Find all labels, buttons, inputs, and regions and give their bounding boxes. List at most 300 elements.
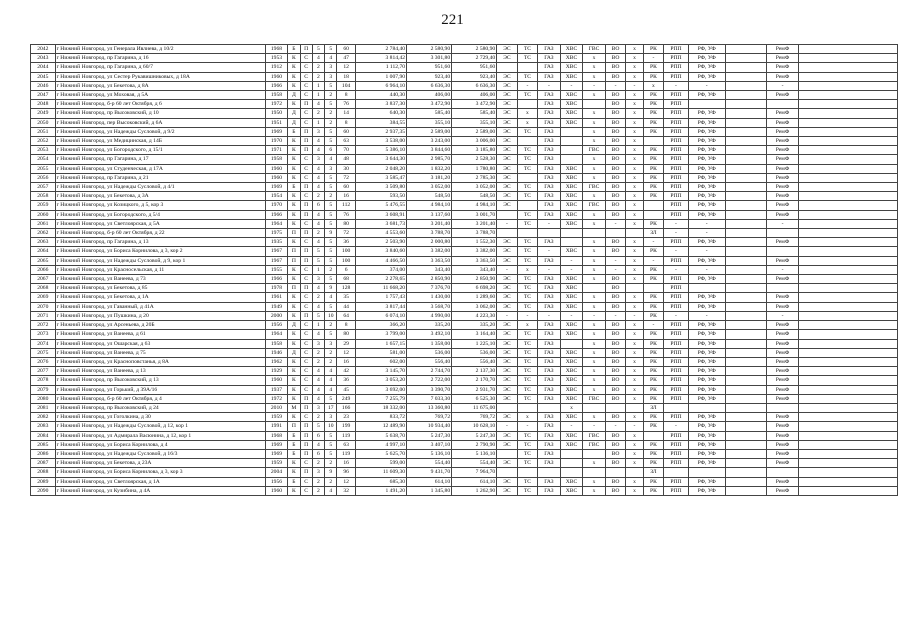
table-cell: х (626, 367, 643, 376)
table-cell: ХВС (560, 109, 583, 118)
table-cell: К (288, 155, 300, 164)
table-cell: г Нижний Новгород, пр Гагарина, д 60/7 (55, 63, 265, 72)
table-cell (725, 486, 766, 495)
table-cell: 3 788,70 (407, 229, 452, 238)
table-cell: г Нижний Новгород, ул Моховая, д 5А (55, 91, 265, 100)
table-cell: 3 492,10 (407, 330, 452, 339)
table-cell: 1950 (265, 109, 288, 118)
table-cell: х (517, 109, 537, 118)
table-cell: 1949 (265, 302, 288, 311)
table-cell: 2066 (31, 265, 56, 274)
table-cell: г Нижний Новгород, ул Бориса Корнилова, д 3, кор 3 (55, 468, 265, 477)
table-cell (688, 100, 725, 109)
table-cell: - (605, 422, 625, 431)
table-cell: 1969 (265, 127, 288, 136)
table-cell: - (517, 81, 537, 90)
table-cell: 3 407,10 (407, 440, 452, 449)
table-cell: С (300, 164, 312, 173)
table-cell: 4 984,10 (452, 201, 497, 210)
table-cell: - (766, 265, 799, 274)
table-cell (497, 63, 517, 72)
table-cell: ХВС (560, 413, 583, 422)
table-cell: ВО (605, 127, 625, 136)
table-cell: РемФ (766, 210, 799, 219)
table-cell: г Нижний Новгород, пр Гагарина, д 17 (55, 155, 265, 164)
table-cell: К (288, 311, 300, 320)
table-cell: РемФ (766, 459, 799, 468)
table-cell: РПП (664, 192, 689, 201)
table-cell: 4 (325, 486, 337, 495)
table-cell (626, 284, 643, 293)
table-cell: 2 (325, 192, 337, 201)
table-cell: 2 (312, 413, 324, 422)
table-row (31, 330, 898, 339)
table-cell (799, 459, 898, 468)
table-cell: 536,00 (407, 348, 452, 357)
table-cell: П (300, 100, 312, 109)
table-cell: 440,30 (355, 91, 406, 100)
table-cell (799, 164, 898, 173)
table-cell: 6 636,30 (407, 81, 452, 90)
table-cell: 2 503,90 (355, 238, 406, 247)
table-cell: ГАЗ (538, 413, 561, 422)
table-cell: ТС (517, 256, 537, 265)
table-cell: 1966 (265, 210, 288, 219)
table-cell: ВО (605, 164, 625, 173)
table-cell (560, 137, 583, 146)
table-cell: - (766, 311, 799, 320)
table-cell: РПП (664, 302, 689, 311)
table-cell: х (626, 238, 643, 247)
table-cell: 2070 (31, 302, 56, 311)
table-cell: 1978 (265, 284, 288, 293)
table-cell: - (497, 311, 517, 320)
table-cell: х (626, 477, 643, 486)
table-cell: 3 817,44 (355, 302, 406, 311)
table-cell (725, 321, 766, 330)
table-cell: 3 837,30 (355, 100, 406, 109)
table-cell: х (583, 459, 606, 468)
table-cell: 1970 (265, 137, 288, 146)
table-cell (725, 440, 766, 449)
table-cell: С (300, 54, 312, 63)
table-cell: 3 814,42 (355, 54, 406, 63)
table-cell: К (288, 210, 300, 219)
table-cell (517, 100, 537, 109)
table-cell: 112 (337, 201, 355, 210)
table-cell: х (626, 146, 643, 155)
table-cell: РФ, УФ (688, 394, 725, 403)
table-cell: К (288, 339, 300, 348)
table-cell: РФ, УФ (688, 238, 725, 247)
table-cell: 5 (325, 100, 337, 109)
table-cell: ЭС (497, 192, 517, 201)
table-cell: РПП (664, 91, 689, 100)
table-cell (799, 431, 898, 440)
table-cell: ХВС (560, 100, 583, 109)
table-cell: х (626, 109, 643, 118)
table-cell (799, 403, 898, 412)
table-cell: ВО (605, 137, 625, 146)
table-cell: г Нижний Новгород, ул Богородского, д 5/4 (55, 210, 265, 219)
table-cell: ГАЗ (538, 155, 561, 164)
table-cell: ГВС (583, 183, 606, 192)
table-cell: РемФ (766, 91, 799, 100)
table-cell: х (626, 63, 643, 72)
table-cell: РФ, УФ (688, 449, 725, 458)
table-cell: 6 (337, 265, 355, 274)
table-cell: х (583, 173, 606, 182)
table-cell: х (583, 72, 606, 81)
table-cell: - (560, 265, 583, 274)
table-cell (799, 63, 898, 72)
table-cell: ГВС (583, 394, 606, 403)
table-cell: 4 (312, 164, 324, 173)
table-cell: ВО (605, 146, 625, 155)
table-cell (560, 229, 583, 238)
table-cell: 3 472,90 (452, 100, 497, 109)
table-cell: 2 785,30 (452, 173, 497, 182)
table-cell (583, 449, 606, 458)
table-cell: ХВС (560, 219, 583, 228)
table-cell (688, 403, 725, 412)
table-cell: 4 (312, 146, 324, 155)
table-cell: ТС (517, 247, 537, 256)
table-cell: РемФ (766, 173, 799, 182)
table-cell: 3 382,00 (452, 247, 497, 256)
table-cell: 3 799,00 (355, 330, 406, 339)
table-cell: х (583, 91, 606, 100)
table-cell: ТС (517, 440, 537, 449)
table-cell: ВО (605, 109, 625, 118)
table-cell: П (288, 229, 300, 238)
table-cell: РК (643, 302, 663, 311)
table-cell: 5 386,10 (355, 146, 406, 155)
table-cell: ТС (517, 54, 537, 63)
table-cell: г Нижний Новгород, ул Студенческая, д 17А (55, 164, 265, 173)
table-cell: Б (288, 183, 300, 192)
table-cell: 5 476,55 (355, 201, 406, 210)
table-cell: 3 644,30 (355, 155, 406, 164)
table-cell: х (626, 219, 643, 228)
table-cell: 8 (337, 118, 355, 127)
table-cell: 3 001,70 (452, 210, 497, 219)
table-cell: 2052 (31, 137, 56, 146)
table-cell: г Нижний Новгород, ул Бекетова, д 1А (55, 293, 265, 302)
table-cell: 548,50 (407, 192, 452, 201)
table-cell: 2 580,90 (407, 45, 452, 54)
table-cell (766, 468, 799, 477)
table-cell: 2072 (31, 321, 56, 330)
table-cell: РПП (664, 201, 689, 210)
table-cell: 47 (337, 54, 355, 63)
table-cell: РПП (664, 293, 689, 302)
table-cell: К (288, 54, 300, 63)
table-cell: ГВС (583, 431, 606, 440)
table-cell: х (626, 293, 643, 302)
table-cell: г Нижний Новгород, ул Надежды Сусловой, д 9/2 (55, 127, 265, 136)
table-cell: ЭС (497, 376, 517, 385)
table-cell: х (583, 127, 606, 136)
table-row (31, 367, 898, 376)
table-cell: РК (643, 357, 663, 366)
table-cell: ЭС (497, 137, 517, 146)
table-cell: РПП (664, 256, 689, 265)
table-cell: 2 937,35 (355, 127, 406, 136)
table-cell: 4 984,10 (407, 201, 452, 210)
table-cell: РК (643, 192, 663, 201)
table-row (31, 403, 898, 412)
table-cell (725, 348, 766, 357)
table-cell: РК (643, 91, 663, 100)
table-cell: ГАЗ (538, 100, 561, 109)
table-cell: РФ, УФ (688, 63, 725, 72)
table-cell: РК (643, 45, 663, 54)
table-cell: ГАЗ (538, 109, 561, 118)
table-cell: 5 (325, 173, 337, 182)
table-cell: ЭС (497, 118, 517, 127)
table-cell: 5 (325, 449, 337, 458)
table-cell: г Нижний Новгород, ул Красносельская, д 11 (55, 265, 265, 274)
table-cell: 2068 (31, 284, 56, 293)
table-row (31, 357, 898, 366)
table-cell: ЭС (497, 367, 517, 376)
table-cell: 3 (312, 339, 324, 348)
table-cell: ВО (605, 449, 625, 458)
table-cell: ГАЗ (538, 321, 561, 330)
table-cell: 4 (325, 385, 337, 394)
table-cell: г Нижний Новгород, ул Бориса Корнилова, д 4 (55, 440, 265, 449)
table-cell: РК (643, 164, 663, 173)
table-cell: К (288, 302, 300, 311)
table-cell (725, 459, 766, 468)
table-cell: х (517, 321, 537, 330)
table-cell: ХВС (560, 477, 583, 486)
table-cell: РПП (664, 385, 689, 394)
table-cell (725, 183, 766, 192)
table-cell: РФ, УФ (688, 321, 725, 330)
table-cell: г Нижний Новгород, ул Ошарская, д 63 (55, 339, 265, 348)
table-cell: П (300, 394, 312, 403)
table-cell: 335,20 (407, 321, 452, 330)
table-cell: г Нижний Новгород, ул Надежды Сусловой, д 9, кор 1 (55, 256, 265, 265)
table-cell: ЭС (497, 54, 517, 63)
table-cell: С (300, 275, 312, 284)
table-cell: 12 (337, 63, 355, 72)
table-cell: 3 (325, 164, 337, 173)
table-cell: 2 (312, 293, 324, 302)
table-cell: 100 (337, 247, 355, 256)
table-cell: РемФ (766, 357, 799, 366)
table-cell: РК (643, 155, 663, 164)
table-cell: С (300, 302, 312, 311)
table-cell: С (300, 367, 312, 376)
table-cell (725, 164, 766, 173)
table-cell: К (288, 164, 300, 173)
table-cell: 17 (325, 403, 337, 412)
table-cell: РемФ (766, 72, 799, 81)
table-cell: РФ, УФ (688, 486, 725, 495)
table-row (31, 100, 898, 109)
table-cell: 1 (312, 81, 324, 90)
table-cell: С (300, 109, 312, 118)
table-cell: 2 528,30 (452, 155, 497, 164)
table-cell: РемФ (766, 449, 799, 458)
table-cell: К (288, 275, 300, 284)
table-cell: РФ, УФ (688, 183, 725, 192)
table-cell: ГАЗ (538, 137, 561, 146)
table-cell: ХВС (560, 63, 583, 72)
table-cell: РК (643, 486, 663, 495)
table-cell (799, 385, 898, 394)
table-cell: П (300, 311, 312, 320)
table-cell (799, 238, 898, 247)
table-cell: РК (643, 422, 663, 431)
table-cell: 1954 (265, 192, 288, 201)
table-cell: х (626, 127, 643, 136)
table-cell: 2 (325, 348, 337, 357)
table-cell (799, 146, 898, 155)
table-cell (560, 449, 583, 458)
table-cell (799, 45, 898, 54)
table-cell: РК (643, 413, 663, 422)
table-cell: М (288, 403, 300, 412)
table-cell: 10 934,40 (407, 422, 452, 431)
table-cell (725, 422, 766, 431)
table-cell: 2 170,70 (452, 376, 497, 385)
table-cell (497, 468, 517, 477)
table-cell: РПП (664, 413, 689, 422)
table-cell: х (583, 109, 606, 118)
table-cell (799, 330, 898, 339)
table-cell: 3 608,91 (355, 210, 406, 219)
table-cell: РемФ (766, 348, 799, 357)
table-cell: 2 985,70 (407, 155, 452, 164)
table-cell: ГАЗ (538, 293, 561, 302)
table-cell: х (583, 247, 606, 256)
table-cell: П (300, 256, 312, 265)
table-cell: 1970 (265, 201, 288, 210)
table-cell: РФ, УФ (688, 422, 725, 431)
table-cell: х (583, 219, 606, 228)
table-cell: 1 289,60 (452, 293, 497, 302)
table-cell: ЭС (497, 385, 517, 394)
table-cell: К (288, 219, 300, 228)
table-cell: 42 (337, 367, 355, 376)
table-cell: ВО (605, 385, 625, 394)
table-cell: РФ, УФ (688, 339, 725, 348)
table-cell: 1951 (265, 118, 288, 127)
table-cell: 2062 (31, 229, 56, 238)
table-cell (799, 72, 898, 81)
table-cell: ГАЗ (538, 486, 561, 495)
table-cell: РемФ (766, 486, 799, 495)
table-cell: ГАЗ (538, 238, 561, 247)
table-cell: 3 201,40 (452, 219, 497, 228)
table-cell: ВО (605, 357, 625, 366)
table-cell: П (300, 431, 312, 440)
table-cell (799, 247, 898, 256)
table-row (31, 459, 898, 468)
table-cell: ХВС (560, 247, 583, 256)
table-cell: - (643, 54, 663, 63)
table-cell (799, 376, 898, 385)
table-cell: 7 964,70 (452, 468, 497, 477)
table-cell: Д (288, 118, 300, 127)
table-cell: РФ, УФ (688, 127, 725, 136)
table-cell: 2086 (31, 449, 56, 458)
table-cell (725, 247, 766, 256)
table-cell: - (583, 311, 606, 320)
table-cell: ВО (605, 63, 625, 72)
table-cell: 2 580,90 (452, 45, 497, 54)
table-cell: 4 (325, 376, 337, 385)
table-cell (725, 109, 766, 118)
table-row (31, 155, 898, 164)
table-cell: ТС (517, 394, 537, 403)
table-cell: 1969 (265, 440, 288, 449)
table-cell (799, 367, 898, 376)
table-cell: - (497, 265, 517, 274)
table-row (31, 91, 898, 100)
table-cell: 32 (337, 486, 355, 495)
table-cell: 3 (325, 339, 337, 348)
table-cell: 355,10 (452, 118, 497, 127)
table-cell: 4 (312, 330, 324, 339)
table-cell: 374,00 (355, 265, 406, 274)
table-cell: 2 850,90 (452, 275, 497, 284)
table-cell: - (664, 265, 689, 274)
table-cell: х (626, 45, 643, 54)
table-cell: 2057 (31, 183, 56, 192)
table-cell: 10 628,10 (452, 422, 497, 431)
table-cell: 2076 (31, 357, 56, 366)
table-cell: 3 062,00 (452, 302, 497, 311)
table-cell: х (583, 275, 606, 284)
table-cell: С (300, 219, 312, 228)
table-cell: 4 (312, 183, 324, 192)
table-cell (725, 146, 766, 155)
table-cell: 11 675,00 (452, 403, 497, 412)
table-cell: ЭС (497, 302, 517, 311)
table-cell: ЭС (497, 72, 517, 81)
table-cell: - (664, 81, 689, 90)
table-cell: х (583, 238, 606, 247)
table-cell: ТС (517, 238, 537, 247)
table-cell: 16 (337, 192, 355, 201)
table-cell (799, 173, 898, 182)
table-cell: 833,72 (355, 413, 406, 422)
table-cell (725, 63, 766, 72)
table-cell: 2 784,40 (355, 45, 406, 54)
table-cell: 1 (312, 321, 324, 330)
table-cell (799, 91, 898, 100)
table-cell: 1959 (265, 459, 288, 468)
table-cell: 384,55 (355, 118, 406, 127)
table-cell: 70 (337, 146, 355, 155)
table-cell: К (288, 459, 300, 468)
table-cell: С (300, 238, 312, 247)
table-cell: 3 052,00 (407, 183, 452, 192)
table-cell: ЭС (497, 275, 517, 284)
table-cell: 72 (337, 173, 355, 182)
table-cell: ГВС (583, 201, 606, 210)
table-cell (799, 477, 898, 486)
table-cell (725, 330, 766, 339)
table-cell: К (288, 72, 300, 81)
table-cell: 4 (312, 440, 324, 449)
table-cell: 1 832,20 (407, 164, 452, 173)
